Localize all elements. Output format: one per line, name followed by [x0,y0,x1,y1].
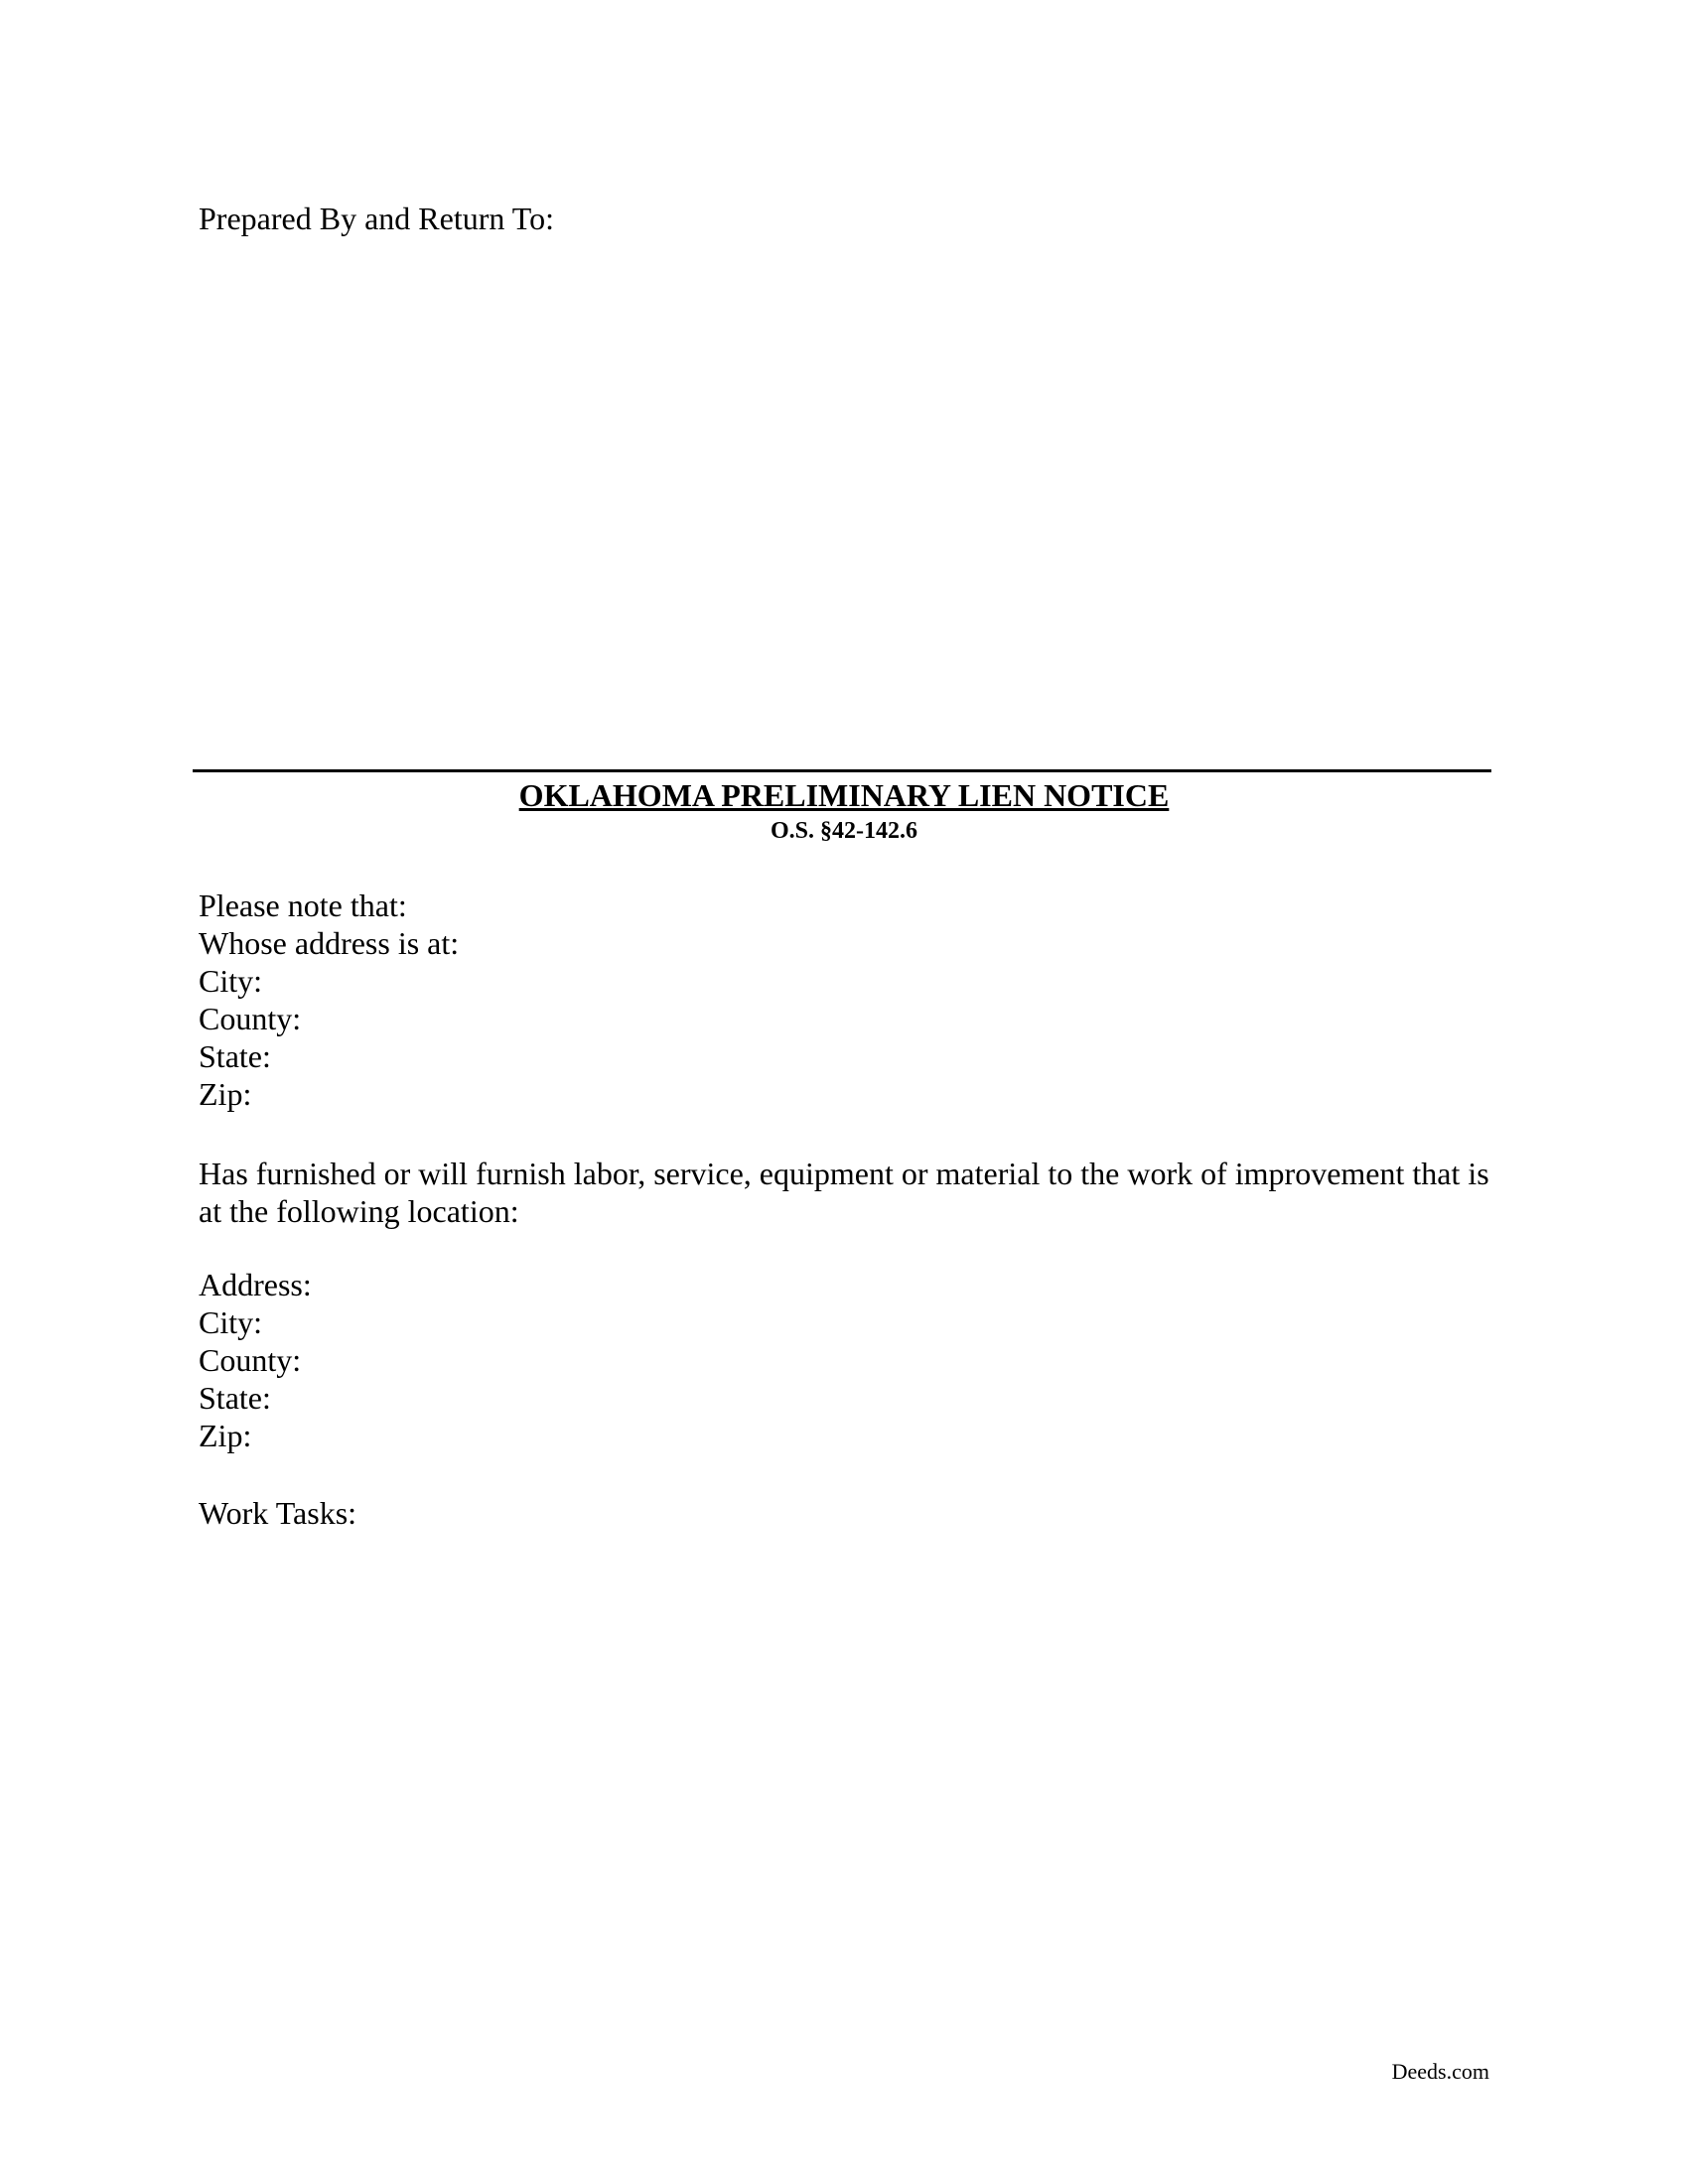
claimant-fields [199,887,459,1113]
claimant-name-label: Please note that: [199,887,407,923]
property-fields [199,1266,312,1454]
property-city-label: City: [199,1304,263,1340]
prepared-by-label: Prepared By and Return To: [199,201,554,236]
claimant-address-label: Whose address is at: [199,925,460,961]
claimant-state-label: State: [199,1038,271,1074]
title-divider [193,769,1491,772]
property-zip-label: Zip: [199,1418,252,1453]
property-county-label: County: [199,1342,302,1378]
claimant-county-label: County: [199,1001,302,1036]
furnish-statement: Has furnished or will furnish labor, service, equipment or material to the work of improvement that is at the following location: [199,1156,1489,1229]
document-title: OKLAHOMA PRELIMINARY LIEN NOTICE [518,777,1170,813]
footer-brand: Deeds.com [1391,2059,1489,2084]
property-state-label: State: [199,1380,271,1416]
claimant-zip-label: Zip: [199,1076,252,1112]
work-tasks-label: Work Tasks: [199,1495,357,1531]
property-address-label: Address: [199,1267,312,1302]
statute-reference: O.S. §42-142.6 [770,818,917,844]
claimant-city-label: City: [199,963,263,999]
